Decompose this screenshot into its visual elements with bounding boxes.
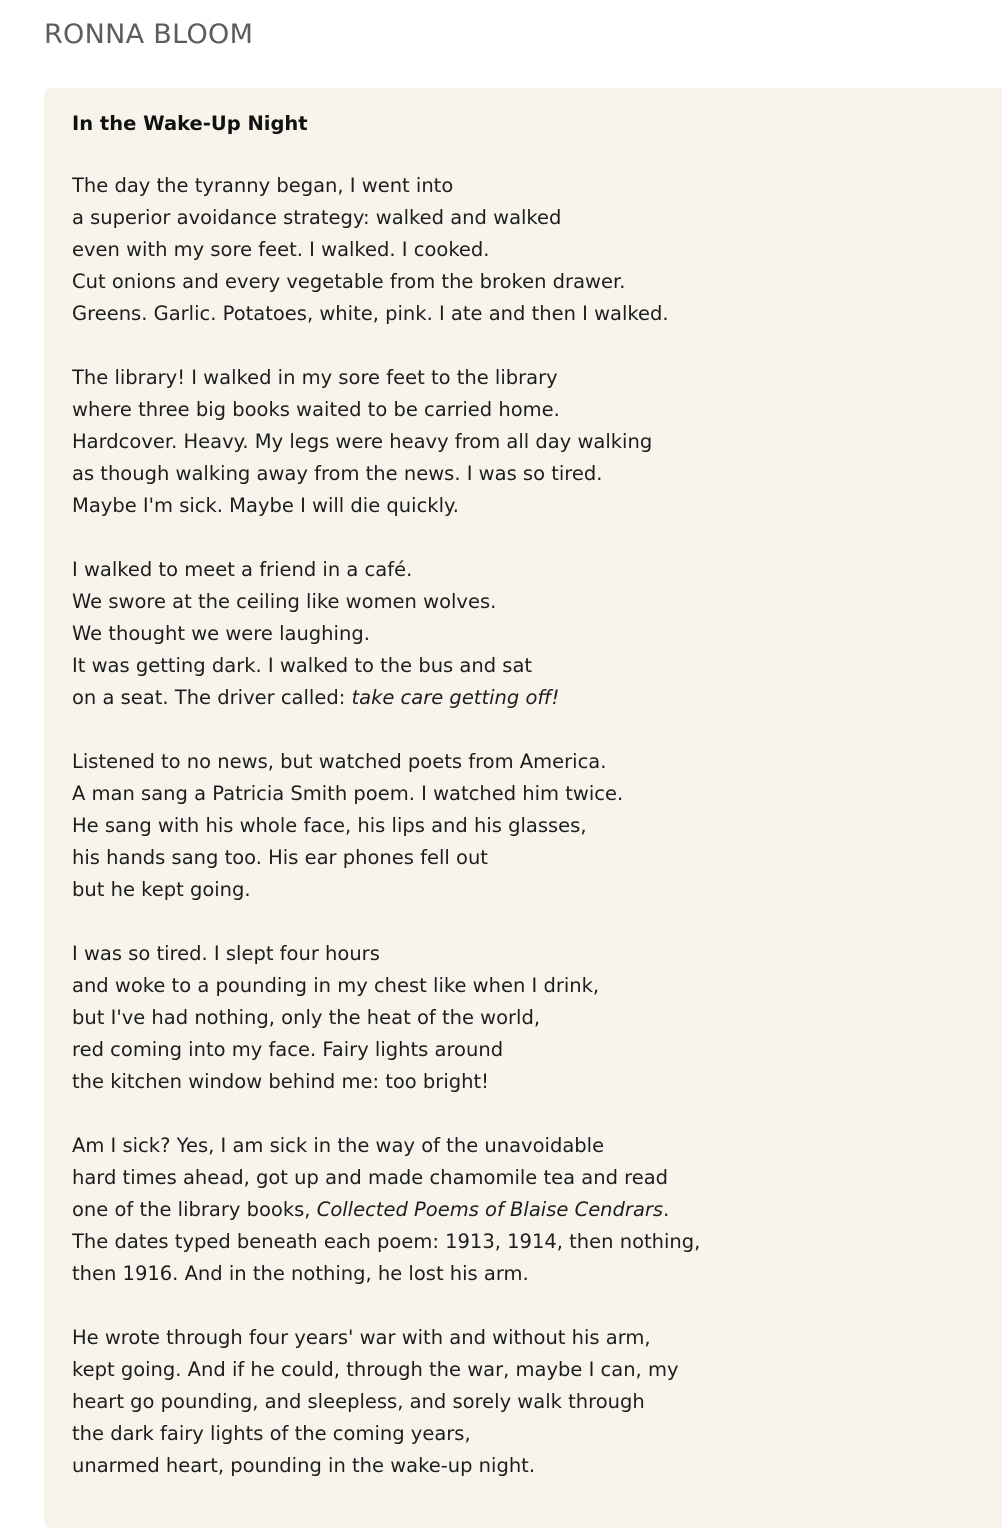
poem-line: and woke to a pounding in my chest like when I drink, [72,974,600,997]
poem-line: heart go pounding, and sleepless, and sorely walk through [72,1390,645,1413]
italic-quote: take care getting off! [351,686,560,709]
poem-line [72,1194,1002,1226]
poem-line: the kitchen window behind me: too bright! [72,1070,489,1093]
stanza-3 [72,554,1002,714]
poem-line: then 1916. And in the nothing, he lost his arm. [72,1262,529,1285]
stanza-6 [72,1130,1002,1290]
poem-line: I was so tired. I slept four hours [72,942,380,965]
stanza-2 [72,362,1002,522]
poem-line: his hands sang too. His ear phones fell out [72,846,488,869]
poem-line: but he kept going. [72,878,251,901]
poem-line: He sang with his whole face, his lips and his glasses, [72,814,587,837]
poem-line: Maybe I'm sick. Maybe I will die quickly. [72,494,459,517]
poem-line: It was getting dark. I walked to the bus and sat [72,654,533,677]
stanza-5 [72,938,1002,1098]
stanza-7 [72,1322,1002,1482]
poem-line: unarmed heart, pounding in the wake-up night. [72,1454,536,1477]
poem-line: where three big books waited to be carried home. [72,398,560,421]
poem-line: We thought we were laughing. [72,622,370,645]
poem-line: but I've had nothing, only the heat of the world, [72,1006,541,1029]
line-text: one of the library books, [72,1198,317,1221]
poem-line: Cut onions and every vegetable from the broken drawer. [72,270,626,293]
poem-title: In the Wake-Up Night [72,112,308,135]
poem-line: hard times ahead, got up and made chamomile tea and read [72,1166,669,1189]
poem-line: Hardcover. Heavy. My legs were heavy from all day walking [72,430,653,453]
poem-line: as though walking away from the news. I was so tired. [72,462,603,485]
poem-line: We swore at the ceiling like women wolves. [72,590,497,613]
poem-container [44,88,1002,1528]
poem-line: The day the tyranny began, I went into [72,174,454,197]
poem-line [72,682,1002,714]
poem-line: a superior avoidance strategy: walked and walked [72,206,562,229]
poem-line: red coming into my face. Fairy lights around [72,1038,504,1061]
poem-line: even with my sore feet. I walked. I cooked. [72,238,490,261]
poem-line: The dates typed beneath each poem: 1913, 1914, then nothing, [72,1230,701,1253]
poem-line: He wrote through four years' war with and without his arm, [72,1326,651,1349]
poem-line: A man sang a Patricia Smith poem. I watched him twice. [72,782,624,805]
poem-line: The library! I walked in my sore feet to the library [72,366,558,389]
line-text: on a seat. The driver called: [72,686,352,709]
line-text: . [663,1198,670,1221]
poem-line: Am I sick? Yes, I am sick in the way of the unavoidable [72,1134,605,1157]
poem-line: the dark fairy lights of the coming years, [72,1422,471,1445]
italic-book-title: Collected Poems of Blaise Cendrars [316,1198,664,1221]
stanza-4 [72,746,1002,906]
poem-line: Greens. Garlic. Potatoes, white, pink. I ate and then I walked. [72,302,669,325]
poem-line: I walked to meet a friend in a café. [72,558,413,581]
stanza-1 [72,170,1002,330]
author-name[interactable]: RONNA BLOOM [44,19,254,50]
poem-line: kept going. And if he could, through the war, maybe I can, my [72,1358,679,1381]
poem-line: Listened to no news, but watched poets from America. [72,750,607,773]
